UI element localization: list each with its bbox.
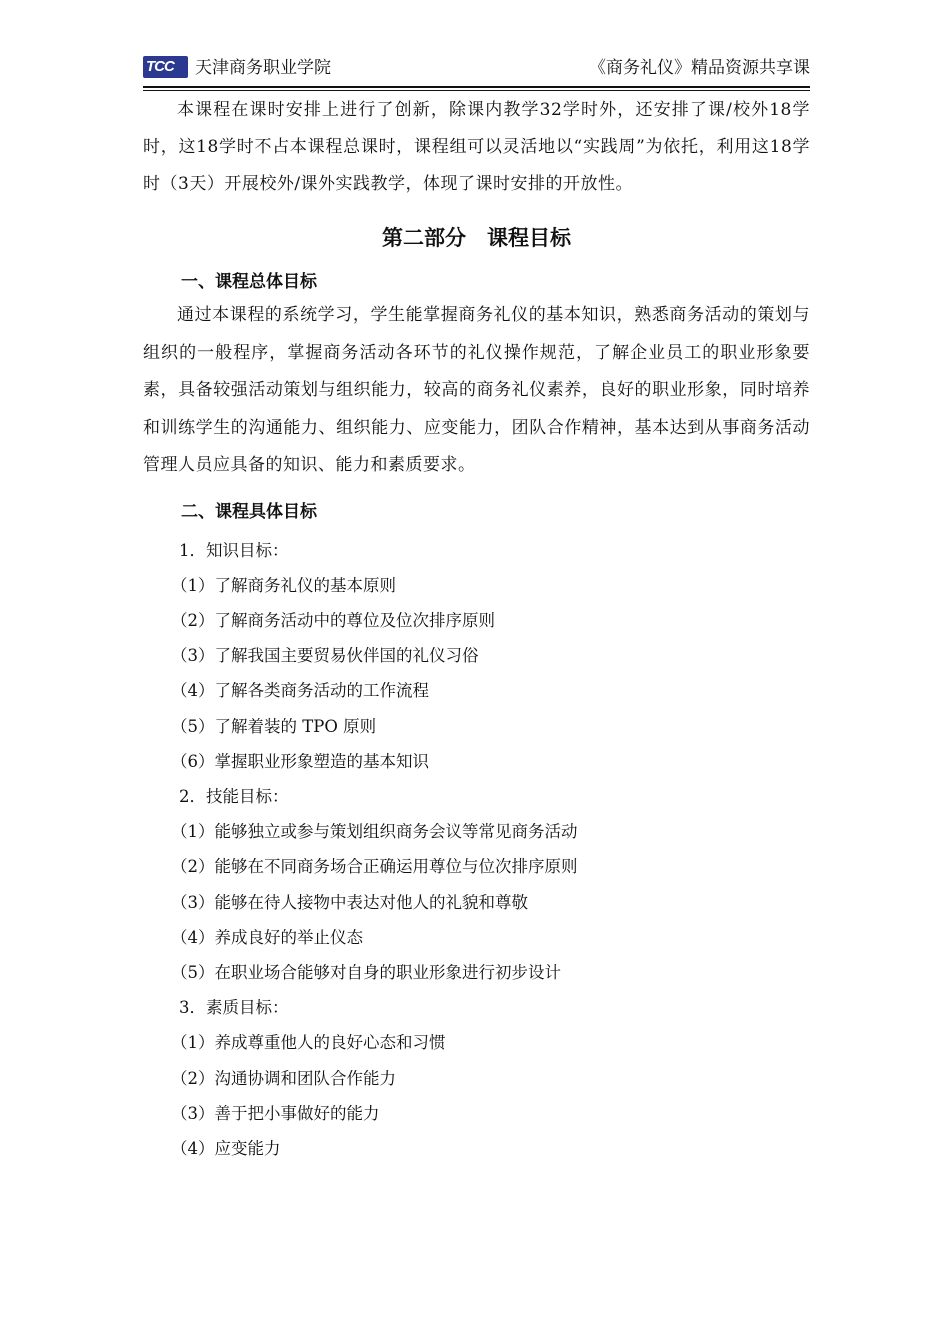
overall-goal-paragraph: 通过本课程的系统学习，学生能掌握商务礼仪的基本知识，熟悉商务活动的策划与组织的一般程序，掌握商务活动各环节的礼仪操作规范，了解企业员工的职业形象要素，具备较强活动策划与组织能力，较高的商务礼仪素养，良好的职业形象，同时培养和训练学生的沟通能力、组织能力、应变能力，团队合作精神，基本达到从事商务活动管理人员应具备的知识、能力和素质要求。 bbox=[143, 305, 810, 475]
list-item: （5）了解着装的 TPO 原则 bbox=[171, 716, 377, 736]
list-item: （1）养成尊重他人的良好心态和习惯 bbox=[171, 1033, 446, 1053]
intro-paragraph: 本课程在课时安排上进行了创新，除课内教学32学时外，还安排了课/校外18学时，这18学时不占本课程总课时，课程组可以灵活地以“实践周”为依托，利用这18学时（3天）开展校外/课外实践教学，体现了课时安排的开放性。 bbox=[143, 100, 810, 194]
header-rule-thick bbox=[143, 86, 810, 88]
specific-goal-list bbox=[143, 533, 810, 1167]
list-item: （2）沟通协调和团队合作能力 bbox=[171, 1068, 396, 1088]
header-rule-thin bbox=[143, 90, 810, 91]
page-body bbox=[143, 92, 810, 1166]
list-item: （3）了解我国主要贸易伙伴国的礼仪习俗 bbox=[171, 646, 479, 666]
list-item: （5）在职业场合能够对自身的职业形象进行初步设计 bbox=[171, 962, 561, 982]
list-item: （2）了解商务活动中的尊位及位次排序原则 bbox=[171, 610, 495, 630]
list-item: （3）能够在待人接物中表达对他人的礼貌和尊敬 bbox=[171, 892, 528, 912]
quality-goals-title: 3．素质目标： bbox=[179, 998, 289, 1018]
list-item: （4）应变能力 bbox=[171, 1138, 281, 1158]
logo-text: TCC bbox=[146, 58, 174, 75]
course-name: 《商务礼仪》精品资源共享课 bbox=[589, 58, 810, 78]
list-item: （2）能够在不同商务场合正确运用尊位与位次排序原则 bbox=[171, 857, 578, 877]
school-logo bbox=[143, 56, 188, 78]
list-item: （4）养成良好的举止仪态 bbox=[171, 927, 363, 947]
list-item: （1）能够独立或参与策划组织商务会议等常见商务活动 bbox=[171, 822, 578, 842]
specific-goal-heading: 二、课程具体目标 bbox=[181, 501, 317, 522]
skill-goals-title: 2．技能目标： bbox=[179, 786, 289, 806]
list-item: （6）掌握职业形象塑造的基本知识 bbox=[171, 751, 429, 771]
overall-goal-heading: 一、课程总体目标 bbox=[181, 272, 317, 292]
list-item: （1）了解商务礼仪的基本原则 bbox=[171, 575, 396, 595]
knowledge-goals-title: 1．知识目标： bbox=[179, 540, 289, 560]
section-title: 第二部分 课程目标 bbox=[382, 226, 571, 250]
page-header bbox=[143, 52, 810, 84]
list-item: （3）善于把小事做好的能力 bbox=[171, 1103, 380, 1123]
list-item: （4）了解各类商务活动的工作流程 bbox=[171, 681, 429, 701]
school-name: 天津商务职业学院 bbox=[195, 58, 331, 78]
